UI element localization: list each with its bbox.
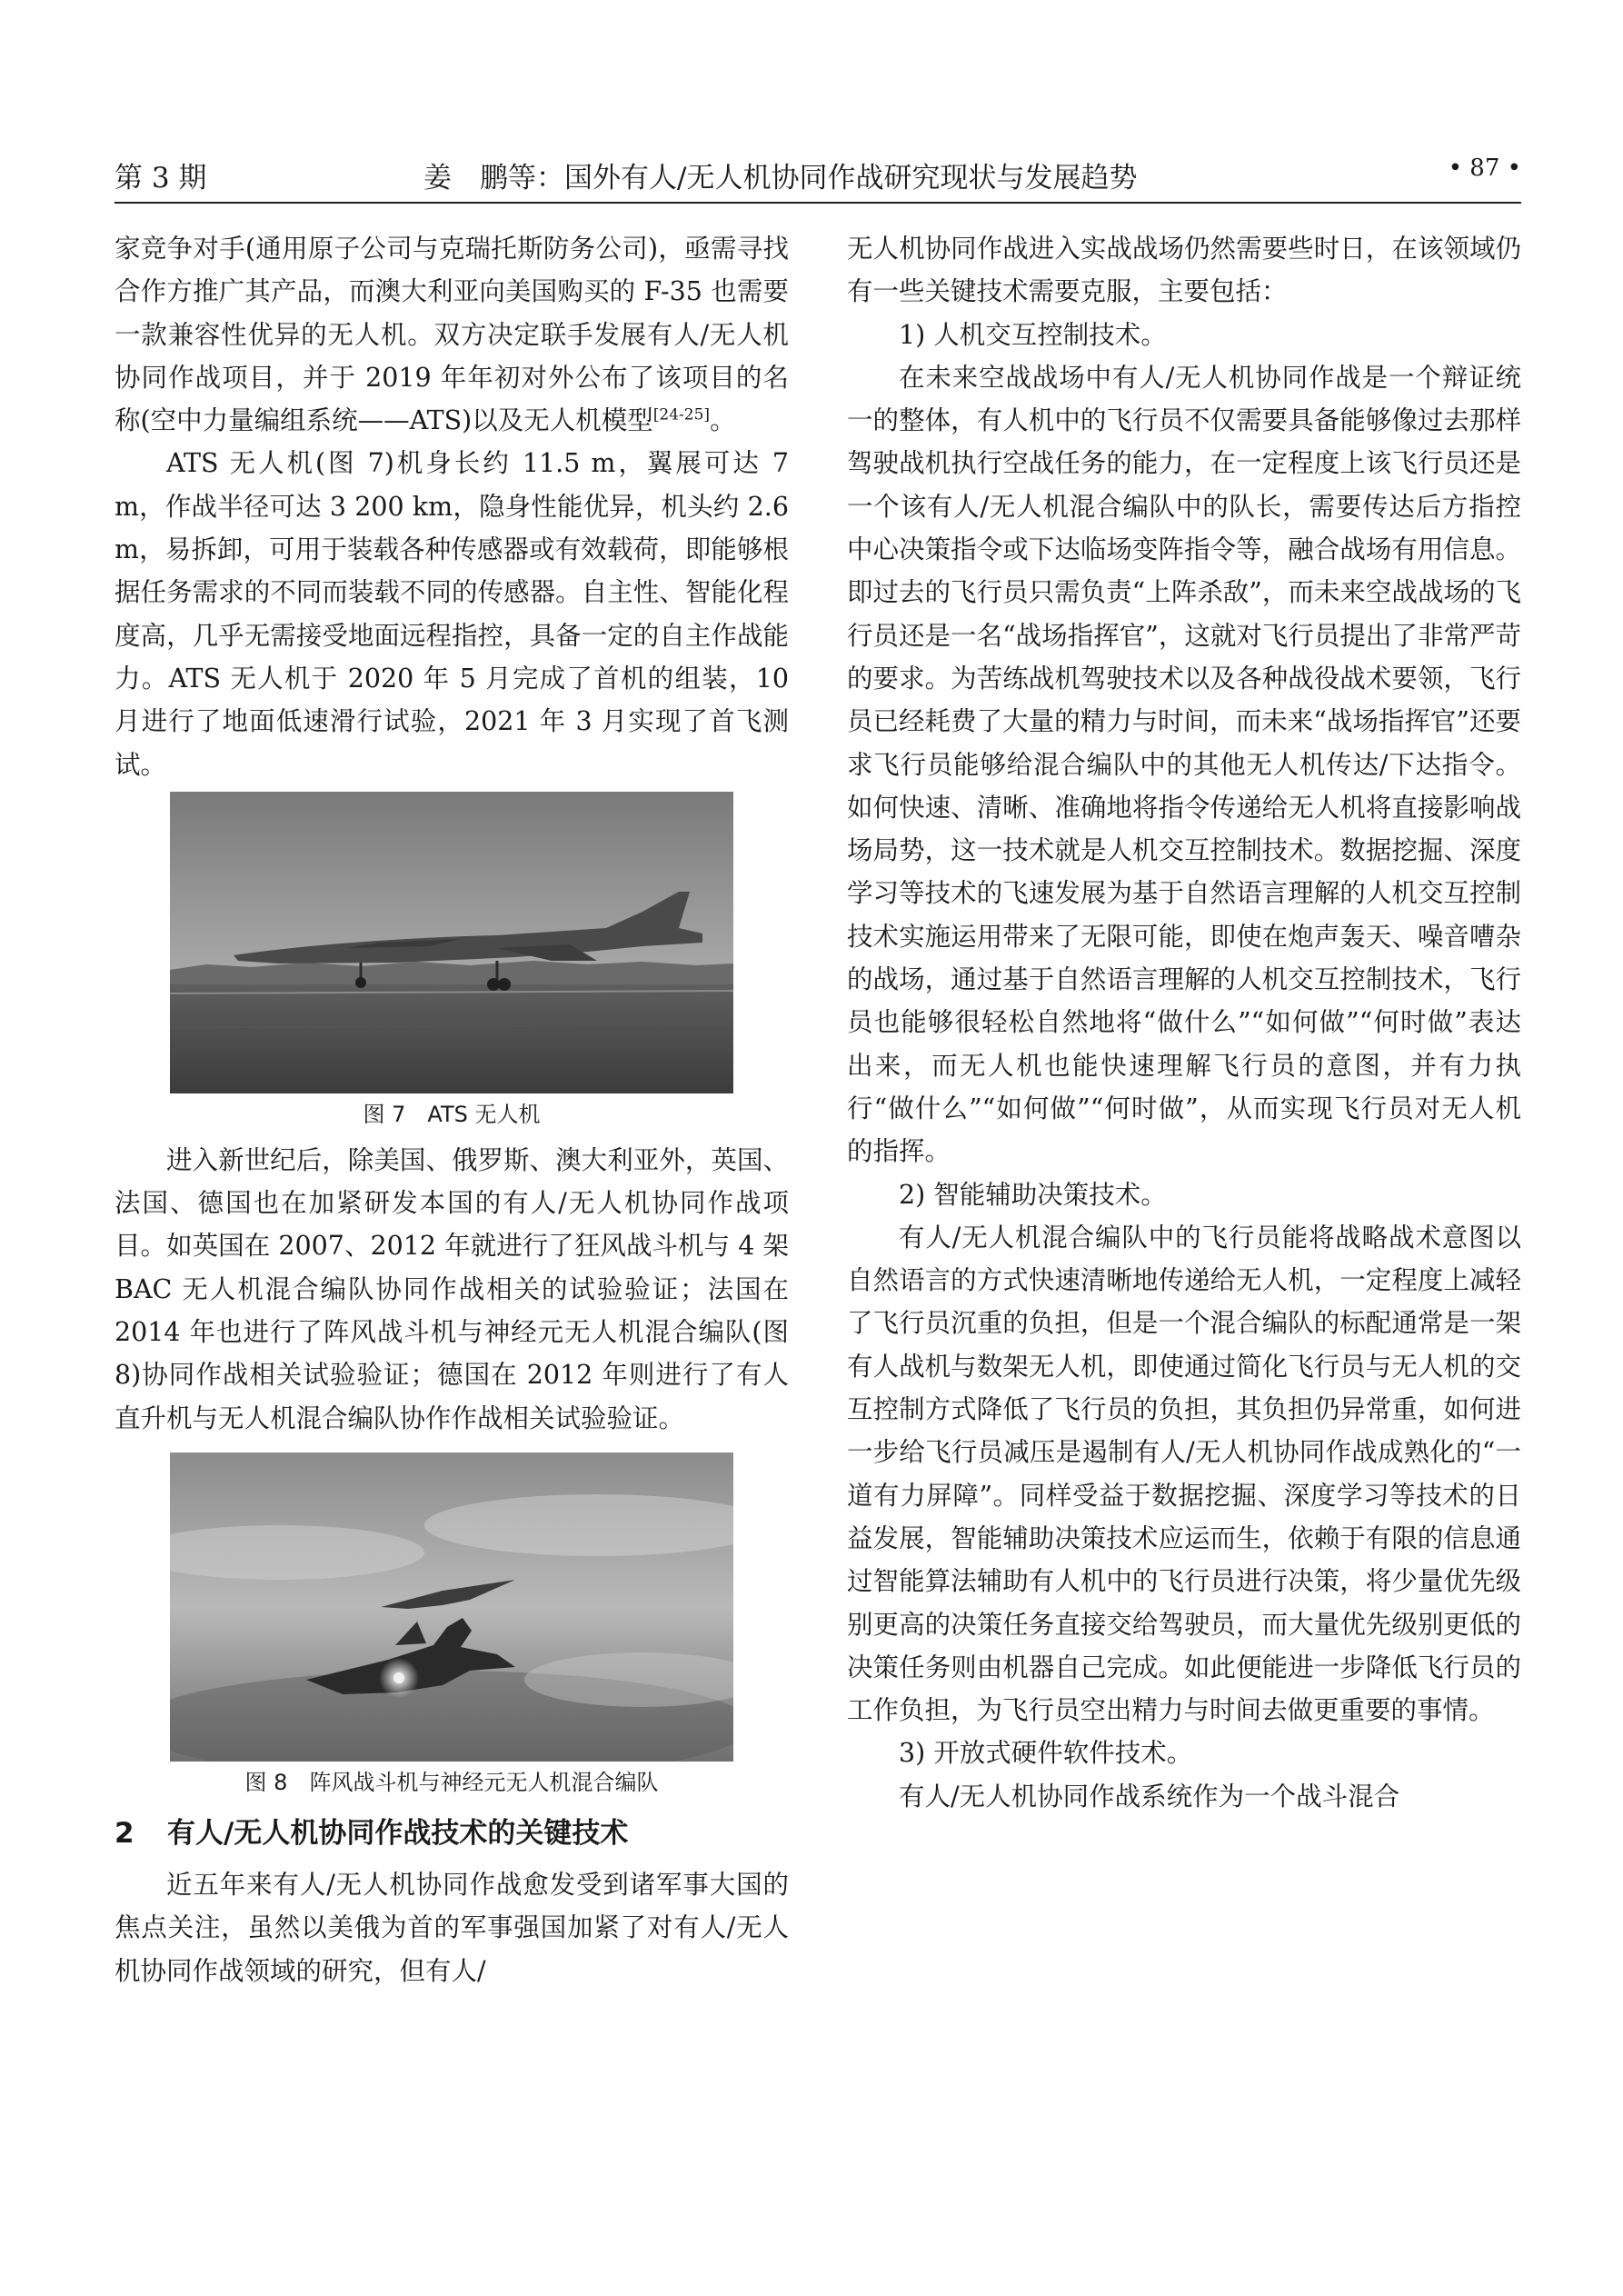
paragraph: ATS 无人机(图 7)机身长约 11.5 m，翼展可达 7 m，作战半径可达 3 200 km，隐身性能优异，机头约 2.6 m，易拆卸，可用于装载各种传感器或有效载荷，即能够根据任务需求的不同而装载不同的传感器。自主性、智能化程度高，几乎无需接受地面远程指控，具备一定的自主作战能力。ATS 无人机于 2020 年 5 月完成了首机的组装，10 月进行了地面低速滑行试验，2021 年 3 月实现了首飞测试。 [115, 448, 789, 780]
ats-drone-photo [170, 792, 733, 1093]
issue-number: 第 3 期 [115, 162, 207, 195]
list-item: 3) 开放式硬件软件技术。 [899, 1738, 1193, 1769]
running-header [115, 155, 1521, 202]
list-item: 2) 智能辅助决策技术。 [899, 1179, 1167, 1210]
paragraph: 有人/无人机混合编队中的飞行员能将战略战术意图以自然语言的方式快速清晰地传递给无人机，一定程度上减轻了飞行员沉重的负担，但是一个混合编队的标配通常是一架有人战机与数架无人机，即使通过简化飞行员与无人机的交互控制方式降低了飞行员的负担，其负担仍异常重，如何进一步给飞行员减压是遏制有人/无人机协同作战成熟化的“一道有力屏障”。同样受益于数据挖掘、深度学习等技术的日益发展，智能辅助决策技术应运而生，依赖于有限的信息通过智能算法辅助有人机中的飞行员进行决策，将少量优先级别更高的决策任务直接交给驾驶员，而大量优先级别更低的决策任务则由机器自己完成。如此便能进一步降低飞行员的工作负担，为飞行员空出精力与时间去做更重要的事情。 [847, 1222, 1521, 1726]
header-rule [115, 202, 1521, 204]
figure-caption: 图 7 ATS 无人机 [363, 1101, 541, 1127]
list-item: 1) 人机交互控制技术。 [899, 319, 1167, 350]
paragraph: 进入新世纪后，除美国、俄罗斯、澳大利亚外，英国、法国、德国也在加紧研发本国的有人/无人机协同作战项目。如英国在 2007、2012 年就进行了狂风战斗机与 4 架 BAC 无人机混合编队协同作战相关的试验验证；法国在 2014 年也进行了阵风战斗机与神经元无人机混合编队(图 8)协同作战相关试验验证；德国在 2012 年则进行了有人直升机与无人机混合编队协作作战相关试验验证。 [115, 1144, 789, 1433]
right-column [847, 227, 1521, 1818]
paragraph: 在未来空战战场中有人/无人机协同作战是一个辩证统一的整体，有人机中的飞行员不仅需要具备能够像过去那样驾驶战机执行空战任务的能力，在一定程度上该飞行员还是一个该有人/无人机混合编队中的队长，需要传达后方指控中心决策指令或下达临场变阵指令等，融合战场有用信息。即过去的飞行员只需负责“上阵杀敌”，而未来空战战场的飞行员还是一名“战场指挥官”，这就对飞行员提出了非常严苛的要求。为苦练战机驾驶技术以及各种战役战术要领，飞行员已经耗费了大量的精力与时间，而未来“战场指挥官”还要求飞行员能够给混合编队中的其他无人机传达/下达指令。如何快速、清晰、准确地将指令传递给无人机将直接影响战场局势，这一技术就是人机交互控制技术。数据挖掘、深度学习等技术的飞速发展为基于自然语言理解的人机交互控制技术实施运用带来了无限可能，即使在炮声轰天、噪音嘈杂的战场，通过基于自然语言理解的人机交互控制技术，飞行员也能够很轻松自然地将“做什么”“如何做”“何时做”表达出来，而无人机也能快速理解飞行员的意图，并有力执行“做什么”“如何做”“何时做”，从而实现飞行员对无人机的指挥。 [847, 362, 1521, 1167]
page-number: • 87 • [1448, 155, 1521, 182]
figure-8 [115, 1452, 789, 1803]
paragraph: 家竞争对手(通用原子公司与克瑞托斯防务公司)，亟需寻找合作方推广其产品，而澳大利亚向美国购买的 F-35 也需要一款兼容性优异的无人机。双方决定联手发展有人/无人机协同作战项目，并于 2019 年年初对外公布了该项目的名称(空中力量编组系统——ATS)以及无人机模型[24-25]。 [115, 234, 789, 436]
running-title: 姜 鹏等：国外有人/无人机协同作战研究现状与发展趋势 [423, 162, 1138, 195]
section-title: 有人/无人机协同作战技术的关键技术 [167, 1816, 629, 1850]
section-heading [115, 1807, 789, 1860]
paragraph: 有人/无人机协同作战系统作为一个战斗混合 [899, 1781, 1400, 1812]
paragraph: 无人机协同作战进入实战战场仍然需要些时日，在该领域仍有一些关键技术需要克服，主要包括： [847, 234, 1521, 307]
figure-caption: 图 8 阵风战斗机与神经元无人机混合编队 [244, 1769, 659, 1795]
figure-7 [115, 792, 789, 1135]
left-column [115, 227, 789, 1992]
section-number: 2 [115, 1816, 134, 1850]
paragraph: 近五年来有人/无人机协同作战愈发受到诸军事大国的焦点关注，虽然以美俄为首的军事强国加紧了对有人/无人机协同作战领域的研究，但有人/ [115, 1869, 789, 1986]
citation[interactable]: [24-25] [652, 405, 711, 424]
rafale-neuron-photo [170, 1452, 733, 1762]
